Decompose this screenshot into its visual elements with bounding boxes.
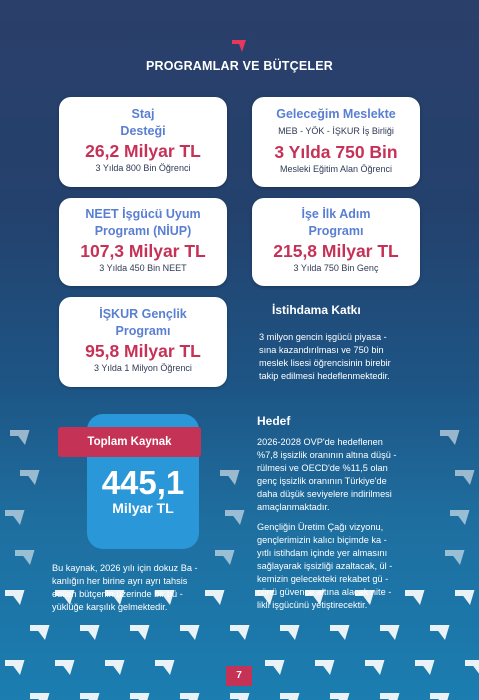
card-heading-line: NEET İşgücü Uyum (85, 207, 201, 221)
arrow-pattern-icon (30, 625, 50, 640)
text-line: gençlerimizin kalıcı biçimde ka - (257, 535, 387, 545)
text-line: sına kazandırılması ve 750 bin (259, 345, 384, 355)
arrow-pattern-icon (315, 660, 335, 675)
card-subheading: MEB - YÖK - İŞKUR İş Birliği (278, 126, 394, 136)
arrow-pattern-icon (130, 625, 150, 640)
card-heading-line: İŞKUR Gençlik (99, 307, 187, 321)
arrow-pattern-icon (180, 693, 200, 700)
istihdam-heading: İstihdama Katkı (272, 303, 361, 317)
arrow-pattern-icon (365, 660, 385, 675)
arrow-pattern-icon (415, 660, 435, 675)
arrow-pattern-icon (450, 510, 470, 525)
arrow-pattern-icon (80, 625, 100, 640)
total-label-ribbon: Toplam Kaynak (58, 427, 201, 457)
arrow-pattern-icon (455, 470, 475, 485)
text-line: likli işgücünü yetiştirecektir. (257, 600, 368, 610)
text-line: genç işsizlik oranının Türkiye'de (257, 476, 387, 486)
text-line: amaçlanmaktadır. (257, 502, 330, 512)
page-title: PROGRAMLAR VE BÜTÇELER (145, 59, 334, 73)
text-line: cünü güvence altına alacak nite - (257, 587, 392, 597)
card-heading-line: Programı (308, 224, 364, 238)
text-line: yıtlı istihdam içinde yer almasını (257, 548, 388, 558)
text-line: %7,8 işsizlik oranının altına düşü - (257, 450, 397, 460)
text-line: edilen bütçenin üzerinde bir bü - (52, 589, 183, 599)
arrow-pattern-icon (380, 693, 400, 700)
total-amount: 445,1 (101, 464, 185, 501)
text-line: daha düşük seviyelere indirilmesi (257, 489, 392, 499)
arrow-pattern-icon (230, 625, 250, 640)
text-line: meslek lisesi öğrencisinin birebir (259, 358, 391, 368)
arrow-pattern-icon (5, 660, 25, 675)
arrow-pattern-icon (80, 693, 100, 700)
card-note: 3 Yılda 750 Bin Genç (293, 263, 379, 273)
text-line: kemizin gelecekteki rekabet gü - (257, 574, 389, 584)
arrow-pattern-icon (10, 430, 30, 445)
total-unit: Milyar TL (112, 500, 174, 516)
card-note: 3 Yılda 450 Bin NEET (99, 263, 187, 273)
arrow-pattern-icon (280, 693, 300, 700)
text-line: rülmesi ve OECD'de %11,5 olan (257, 463, 388, 473)
arrow-pattern-icon (15, 550, 35, 565)
arrow-pattern-icon (155, 660, 175, 675)
card-heading-line: İşe İlk Adım (301, 207, 371, 221)
arrow-pattern-icon (20, 470, 40, 485)
card-amount: 215,8 Milyar TL (273, 241, 399, 261)
card-neet-niup (59, 198, 227, 286)
text-line: Bu kaynak, 2026 yılı için dokuz Ba - (52, 563, 198, 573)
funding-paragraph (52, 562, 242, 614)
arrow-pattern-icon (265, 660, 285, 675)
logo-mark-icon (232, 40, 246, 52)
arrow-pattern-icon (445, 550, 465, 565)
card-note: 3 Yılda 1 Milyon Öğrenci (94, 363, 192, 373)
text-line: 3 milyon gencin işgücü piyasa - (259, 332, 387, 342)
arrow-pattern-icon (465, 660, 479, 675)
text-line: yüklüğe karşılık gelmektedir. (52, 602, 168, 612)
text-line: 2026-2028 OVP'de hedeflenen (257, 437, 383, 447)
arrow-pattern-icon (225, 510, 245, 525)
card-iskur-genclik (59, 297, 227, 387)
hedef-paragraph-2 (257, 521, 447, 612)
card-staj-destegi (59, 97, 227, 187)
arrow-pattern-icon (30, 693, 50, 700)
arrow-pattern-icon (455, 590, 475, 605)
arrow-pattern-icon (5, 510, 25, 525)
arrow-pattern-icon (180, 625, 200, 640)
page-number: 7 (226, 666, 252, 686)
text-line: kanlığın her birine ayrı ayrı tahsis (52, 576, 188, 586)
arrow-pattern-icon (330, 693, 350, 700)
arrow-pattern-icon (380, 625, 400, 640)
card-ise-ilk-adim (252, 198, 420, 286)
arrow-pattern-icon (220, 470, 240, 485)
arrow-pattern-icon (5, 590, 25, 605)
card-note: Mesleki Eğitim Alan Öğrenci (279, 164, 393, 174)
text-line: sağlayarak işsizliği azaltacak, ül - (257, 561, 393, 571)
arrow-pattern-icon (55, 660, 75, 675)
card-amount: 3 Yılda 750 Bin (274, 142, 398, 162)
text-line: takip edilmesi hedeflenmektedir. (259, 371, 390, 381)
arrow-pattern-icon (230, 693, 250, 700)
card-amount: 95,8 Milyar TL (85, 341, 201, 361)
hedef-heading: Hedef (257, 414, 291, 428)
arrow-pattern-icon (430, 625, 450, 640)
arrow-pattern-icon (105, 660, 125, 675)
text-line: Gençliğin Üretim Çağı vizyonu, (257, 522, 384, 532)
card-heading-line: Programı (115, 324, 171, 338)
arrow-pattern-icon (280, 625, 300, 640)
arrow-pattern-icon (430, 693, 450, 700)
card-gelecegim-meslekte (252, 97, 420, 187)
card-note: 3 Yılda 800 Bin Öğrenci (95, 163, 191, 173)
card-amount: 26,2 Milyar TL (85, 141, 201, 161)
card-heading-line: Staj (131, 107, 155, 121)
hedef-paragraph-1 (257, 436, 447, 514)
card-heading-line: Desteği (120, 124, 166, 138)
istihdam-paragraph (259, 331, 439, 383)
card-amount: 107,3 Milyar TL (80, 241, 206, 261)
card-heading-line: Programı (NİUP) (94, 224, 192, 238)
arrow-pattern-icon (130, 693, 150, 700)
card-heading-line: Geleceğim Meslekte (276, 107, 396, 121)
arrow-pattern-icon (330, 625, 350, 640)
